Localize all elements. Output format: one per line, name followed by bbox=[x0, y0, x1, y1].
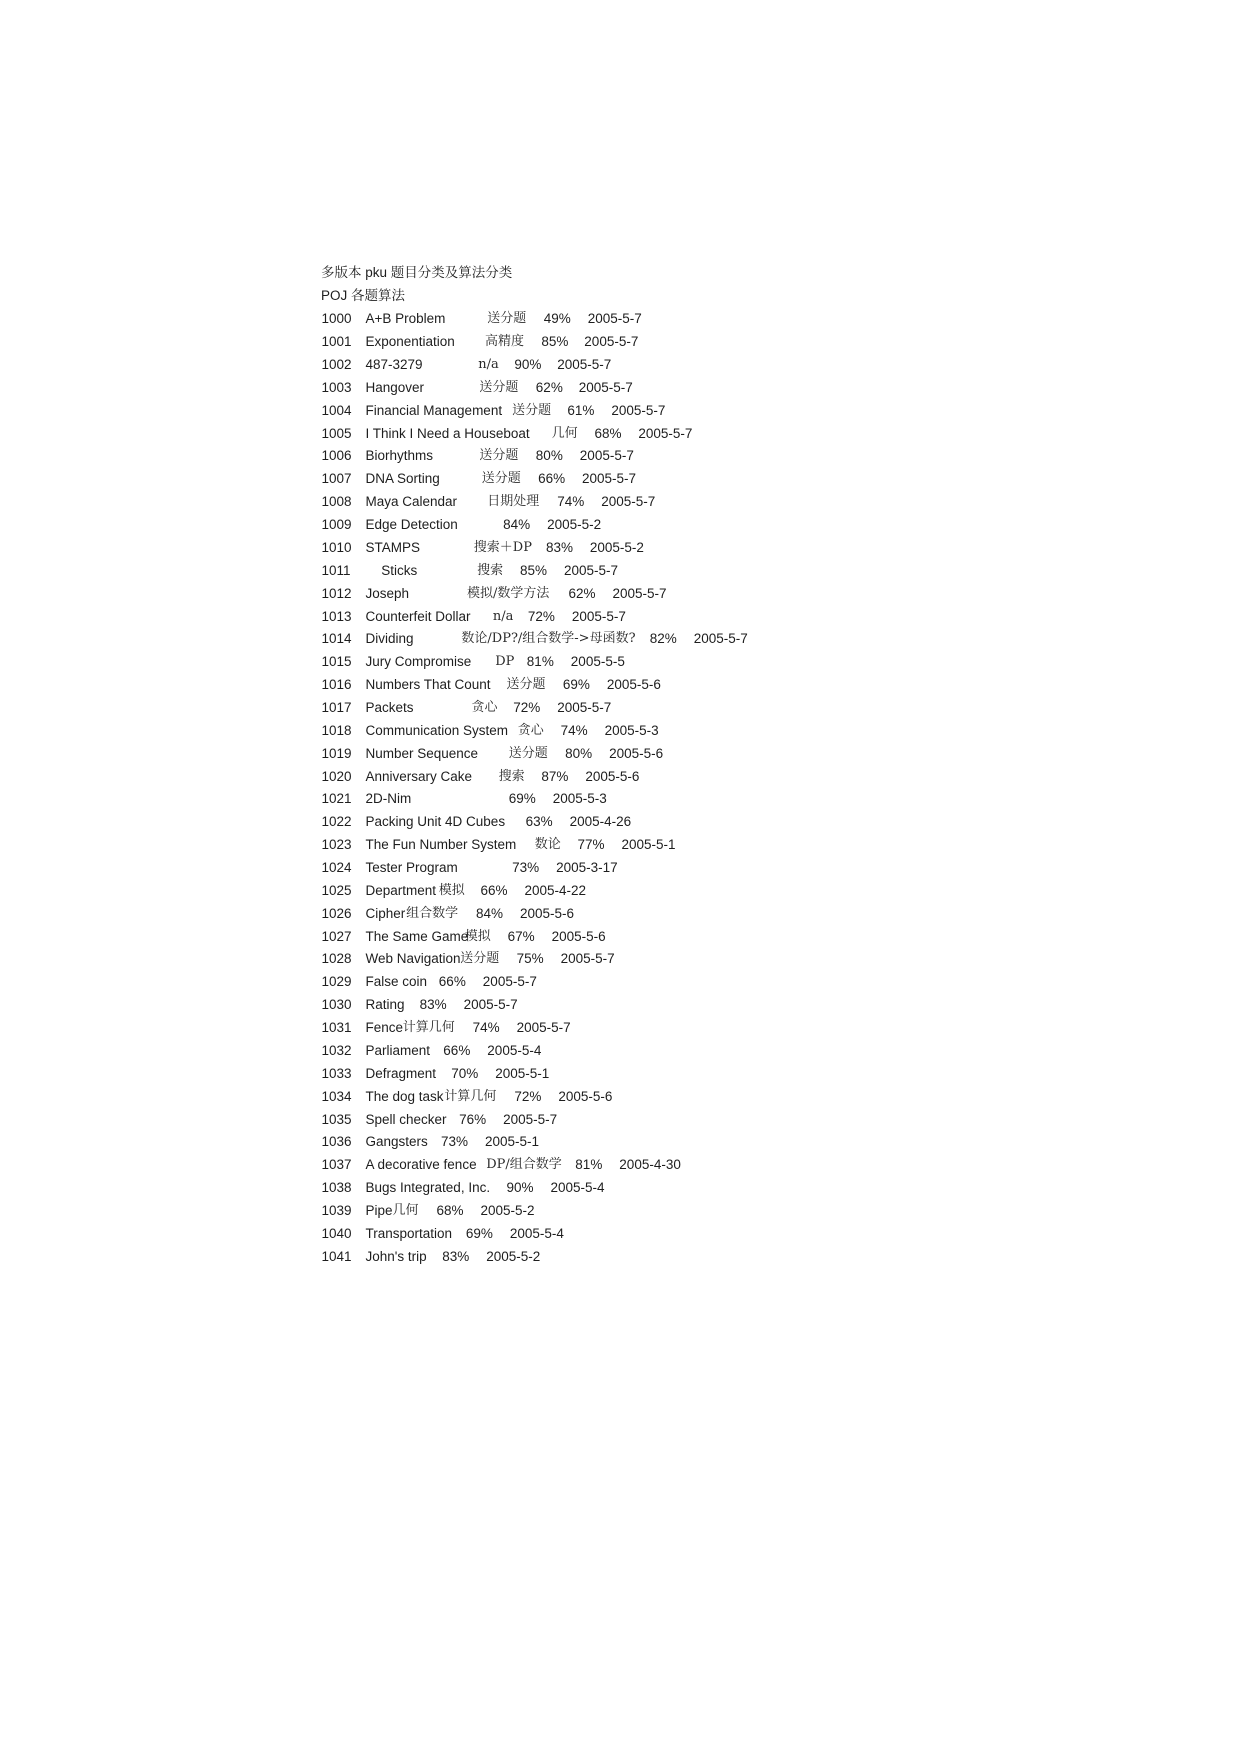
problem-row bbox=[0, 1180, 1241, 1196]
problem-name: Communication System bbox=[365, 722, 509, 738]
acceptance-rate: 83% bbox=[546, 539, 574, 555]
problem-id: 1020 bbox=[321, 768, 352, 784]
problem-name: Dividing bbox=[365, 631, 414, 647]
problem-name: Gangsters bbox=[365, 1134, 428, 1150]
problem-name: Joseph bbox=[365, 585, 410, 601]
problem-name: Parliament bbox=[365, 1042, 431, 1058]
acceptance-rate: 69% bbox=[562, 677, 590, 693]
problem-row bbox=[0, 357, 1241, 373]
problem-id: 1014 bbox=[321, 631, 352, 647]
problem-category: 搜索＋DP bbox=[473, 539, 532, 555]
date-added: 2005-5-7 bbox=[516, 1020, 571, 1035]
problem-id: 1010 bbox=[321, 539, 352, 555]
acceptance-rate: 80% bbox=[565, 745, 593, 761]
problem-name: John's trip bbox=[365, 1248, 427, 1264]
problem-row bbox=[0, 746, 1241, 762]
date-added: 2005-5-2 bbox=[589, 539, 644, 555]
problem-id: 1008 bbox=[321, 494, 352, 510]
problem-name: Biorhythms bbox=[365, 448, 434, 464]
problem-category: n/a bbox=[492, 608, 514, 624]
problem-row bbox=[0, 471, 1241, 487]
problem-row bbox=[0, 334, 1241, 350]
date-added: 2005-5-7 bbox=[582, 471, 637, 487]
date-added: 2005-5-1 bbox=[495, 1065, 550, 1081]
date-added: 2005-5-6 bbox=[520, 905, 575, 921]
problem-id: 1003 bbox=[321, 379, 352, 395]
problem-category: DP/组合数学 bbox=[486, 1157, 562, 1173]
problem-category: n/a bbox=[478, 357, 499, 372]
acceptance-rate: 69% bbox=[465, 1225, 493, 1241]
problem-name: Numbers That Count bbox=[365, 677, 491, 693]
problem-id: 1029 bbox=[321, 974, 352, 990]
problem-id: 1025 bbox=[321, 882, 352, 898]
date-added: 2005-4-22 bbox=[524, 882, 587, 898]
acceptance-rate: 83% bbox=[442, 1248, 470, 1264]
acceptance-rate: 77% bbox=[577, 837, 605, 853]
date-added: 2005-5-7 bbox=[578, 379, 633, 395]
problem-row bbox=[0, 654, 1241, 670]
problem-name: 487-3279 bbox=[365, 357, 423, 372]
problem-id: 1036 bbox=[321, 1134, 352, 1150]
problem-category: 送分题 bbox=[506, 677, 546, 693]
date-added: 2005-5-7 bbox=[557, 699, 612, 715]
problem-name: A decorative fence bbox=[365, 1157, 477, 1173]
problem-category: 模拟 bbox=[438, 882, 465, 898]
problem-category: 模拟 bbox=[464, 928, 491, 944]
problem-name: Exponentiation bbox=[365, 334, 455, 350]
problem-name: Pipe bbox=[365, 1202, 393, 1218]
date-added: 2005-5-1 bbox=[485, 1134, 540, 1150]
problem-row bbox=[0, 609, 1241, 625]
problem-name: Jury Compromise bbox=[365, 654, 472, 670]
date-added: 2005-5-7 bbox=[601, 494, 656, 510]
problem-id: 1018 bbox=[321, 722, 352, 738]
problem-row bbox=[0, 814, 1241, 830]
date-added: 2005-5-7 bbox=[584, 334, 639, 350]
problem-name: Fence bbox=[365, 1020, 404, 1035]
date-added: 2005-5-6 bbox=[558, 1088, 613, 1104]
date-added: 2005-5-7 bbox=[612, 585, 667, 601]
problem-row bbox=[0, 929, 1241, 945]
acceptance-rate: 87% bbox=[541, 768, 569, 784]
problem-row bbox=[0, 1089, 1241, 1105]
problem-row bbox=[0, 1203, 1241, 1219]
acceptance-rate: 81% bbox=[526, 654, 554, 670]
problem-category: 几何 bbox=[551, 425, 578, 441]
acceptance-rate: 76% bbox=[459, 1111, 487, 1127]
problem-row bbox=[0, 311, 1241, 327]
acceptance-rate: 74% bbox=[472, 1020, 500, 1035]
acceptance-rate: 84% bbox=[503, 517, 531, 532]
problem-name: The dog task bbox=[365, 1088, 444, 1104]
problem-name: Defragment bbox=[365, 1065, 437, 1081]
problem-row bbox=[0, 791, 1241, 807]
problem-id: 1026 bbox=[321, 905, 352, 921]
problem-category: 组合数学 bbox=[406, 905, 459, 921]
problem-id: 1002 bbox=[321, 357, 352, 372]
problem-row bbox=[0, 1134, 1241, 1150]
date-added: 2005-5-7 bbox=[564, 562, 619, 578]
problem-row bbox=[0, 380, 1241, 396]
problem-id: 1040 bbox=[321, 1225, 352, 1241]
problem-category: 计算几何 bbox=[444, 1088, 497, 1104]
problem-row bbox=[0, 494, 1241, 510]
problem-row bbox=[0, 517, 1241, 533]
problem-id: 1005 bbox=[321, 425, 352, 441]
acceptance-rate: 84% bbox=[476, 905, 504, 921]
problem-id: 1016 bbox=[321, 677, 352, 693]
acceptance-rate: 66% bbox=[438, 974, 466, 990]
problem-category: 搜索 bbox=[498, 768, 525, 784]
problem-name: STAMPS bbox=[365, 539, 421, 555]
acceptance-rate: 62% bbox=[535, 379, 563, 395]
acceptance-rate: 66% bbox=[480, 882, 508, 898]
problem-id: 1034 bbox=[321, 1088, 352, 1104]
date-added: 2005-5-6 bbox=[551, 928, 606, 944]
problem-row bbox=[0, 997, 1241, 1013]
problem-id: 1009 bbox=[321, 517, 352, 532]
problem-row bbox=[0, 700, 1241, 716]
problem-row bbox=[0, 426, 1241, 442]
problem-name: Tester Program bbox=[365, 860, 458, 875]
problem-row bbox=[0, 1020, 1241, 1036]
problem-category: 模拟/数学方法 bbox=[467, 585, 550, 601]
date-added: 2005-5-5 bbox=[570, 654, 625, 670]
problem-category: 送分题 bbox=[512, 402, 552, 418]
problem-category: 数论/DP?/组合数学->母函数? bbox=[461, 631, 636, 647]
acceptance-rate: 68% bbox=[436, 1202, 464, 1218]
date-added: 2005-5-7 bbox=[560, 951, 615, 967]
problem-id: 1001 bbox=[321, 334, 352, 350]
problem-id: 1041 bbox=[321, 1248, 352, 1264]
problem-category: 计算几何 bbox=[402, 1020, 455, 1035]
problem-id: 1024 bbox=[321, 860, 352, 875]
problem-row bbox=[0, 677, 1241, 693]
acceptance-rate: 72% bbox=[514, 1088, 542, 1104]
date-added: 2005-5-7 bbox=[463, 997, 518, 1013]
problem-id: 1022 bbox=[321, 814, 352, 830]
problem-id: 1019 bbox=[321, 745, 352, 761]
problem-row bbox=[0, 631, 1241, 647]
problem-row bbox=[0, 586, 1241, 602]
acceptance-rate: 49% bbox=[543, 311, 571, 327]
problem-row bbox=[0, 403, 1241, 419]
problem-name: The Same Game bbox=[365, 928, 469, 944]
problem-name: Counterfeit Dollar bbox=[365, 608, 471, 624]
problem-row bbox=[0, 540, 1241, 556]
document-subtitle: POJ 各题算法 bbox=[321, 288, 406, 303]
date-added: 2005-5-7 bbox=[611, 402, 666, 418]
problem-row bbox=[0, 1157, 1241, 1173]
problem-id: 1013 bbox=[321, 608, 352, 624]
acceptance-rate: 83% bbox=[419, 997, 447, 1013]
problem-id: 1033 bbox=[321, 1065, 352, 1081]
problem-row bbox=[0, 1043, 1241, 1059]
acceptance-rate: 85% bbox=[520, 562, 548, 578]
problem-row bbox=[0, 1249, 1241, 1265]
acceptance-rate: 73% bbox=[512, 860, 540, 875]
acceptance-rate: 85% bbox=[541, 334, 569, 350]
problem-category: 高精度 bbox=[485, 334, 525, 350]
acceptance-rate: 72% bbox=[513, 699, 541, 715]
problem-category: 送分题 bbox=[508, 745, 548, 761]
acceptance-rate: 69% bbox=[508, 791, 536, 807]
problem-row bbox=[0, 974, 1241, 990]
date-added: 2005-5-6 bbox=[609, 745, 664, 761]
acceptance-rate: 62% bbox=[568, 585, 596, 601]
problem-id: 1015 bbox=[321, 654, 352, 670]
problem-id: 1037 bbox=[321, 1157, 352, 1173]
problem-name: False coin bbox=[365, 974, 428, 990]
problem-row bbox=[0, 860, 1241, 876]
problem-name: Financial Management bbox=[365, 402, 503, 418]
acceptance-rate: 90% bbox=[514, 357, 542, 372]
acceptance-rate: 82% bbox=[649, 631, 677, 647]
problem-name: I Think I Need a Houseboat bbox=[365, 425, 530, 441]
date-added: 2005-5-2 bbox=[480, 1202, 535, 1218]
date-added: 2005-4-30 bbox=[619, 1157, 681, 1173]
problem-row bbox=[0, 906, 1241, 922]
problem-row bbox=[0, 448, 1241, 464]
acceptance-rate: 75% bbox=[516, 951, 544, 967]
problem-category: 日期处理 bbox=[487, 494, 540, 510]
problem-row bbox=[0, 769, 1241, 785]
problem-id: 1027 bbox=[321, 928, 352, 944]
acceptance-rate: 67% bbox=[507, 928, 535, 944]
problem-id: 1023 bbox=[321, 837, 352, 853]
problem-name: Number Sequence bbox=[365, 745, 479, 761]
problem-category: 贪心 bbox=[517, 722, 544, 738]
acceptance-rate: 66% bbox=[443, 1042, 471, 1058]
date-added: 2005-3-17 bbox=[556, 860, 618, 875]
date-added: 2005-5-6 bbox=[585, 768, 640, 784]
problem-id: 1004 bbox=[321, 402, 352, 418]
problem-name: Packets bbox=[365, 699, 414, 715]
problem-id: 1017 bbox=[321, 699, 352, 715]
problem-category: 送分题 bbox=[460, 951, 500, 967]
problem-id: 1032 bbox=[321, 1042, 352, 1058]
acceptance-rate: 80% bbox=[535, 448, 563, 464]
acceptance-rate: 73% bbox=[441, 1134, 469, 1150]
problem-name: Packing Unit 4D Cubes bbox=[365, 814, 506, 830]
problem-name: DNA Sorting bbox=[365, 471, 440, 487]
problem-row bbox=[0, 1112, 1241, 1128]
problem-id: 1012 bbox=[321, 585, 352, 601]
date-added: 2005-5-7 bbox=[579, 448, 634, 464]
problem-id: 1021 bbox=[321, 791, 352, 807]
problem-id: 1031 bbox=[321, 1020, 352, 1035]
problem-id: 1030 bbox=[321, 997, 352, 1013]
date-added: 2005-5-1 bbox=[621, 837, 676, 853]
problem-category: 送分题 bbox=[481, 471, 521, 487]
problem-id: 1035 bbox=[321, 1111, 352, 1127]
problem-id: 1007 bbox=[321, 471, 352, 487]
problem-row bbox=[0, 723, 1241, 739]
problem-category: DP bbox=[495, 654, 515, 670]
problem-row bbox=[0, 837, 1241, 853]
problem-name: Web Navigation bbox=[365, 951, 461, 967]
problem-name: Spell checker bbox=[365, 1111, 447, 1127]
problem-name: Edge Detection bbox=[365, 517, 458, 532]
date-added: 2005-5-4 bbox=[487, 1042, 542, 1058]
date-added: 2005-5-7 bbox=[503, 1111, 558, 1127]
acceptance-rate: 61% bbox=[567, 402, 595, 418]
problem-id: 1038 bbox=[321, 1180, 352, 1196]
date-added: 2005-5-7 bbox=[693, 631, 748, 647]
date-added: 2005-5-2 bbox=[547, 517, 602, 532]
problem-name: The Fun Number System bbox=[365, 837, 517, 853]
problem-row bbox=[0, 883, 1241, 899]
problem-name: Maya Calendar bbox=[365, 494, 458, 510]
date-added: 2005-5-3 bbox=[552, 791, 607, 807]
problem-name: Sticks bbox=[381, 562, 418, 578]
problem-category: 送分题 bbox=[479, 448, 519, 464]
date-added: 2005-5-3 bbox=[604, 722, 659, 738]
acceptance-rate: 66% bbox=[538, 471, 566, 487]
problem-name: Rating bbox=[365, 997, 405, 1013]
problem-category: 送分题 bbox=[487, 311, 527, 327]
problem-name: A+B Problem bbox=[365, 311, 446, 327]
date-added: 2005-5-4 bbox=[550, 1180, 605, 1196]
date-added: 2005-5-4 bbox=[509, 1225, 564, 1241]
acceptance-rate: 72% bbox=[527, 608, 555, 624]
problem-id: 1011 bbox=[321, 562, 351, 578]
date-added: 2005-5-2 bbox=[486, 1248, 541, 1264]
problem-category: 贪心 bbox=[471, 699, 498, 715]
acceptance-rate: 63% bbox=[525, 814, 553, 830]
acceptance-rate: 81% bbox=[575, 1157, 603, 1173]
problem-id: 1000 bbox=[321, 311, 352, 327]
problem-name: Hangover bbox=[365, 379, 425, 395]
acceptance-rate: 74% bbox=[557, 494, 585, 510]
date-added: 2005-5-7 bbox=[587, 311, 642, 327]
date-added: 2005-5-7 bbox=[482, 974, 537, 990]
problem-id: 1039 bbox=[321, 1202, 352, 1218]
problem-row bbox=[0, 563, 1241, 579]
date-added: 2005-4-26 bbox=[569, 814, 632, 830]
problem-name: Anniversary Cake bbox=[365, 768, 473, 784]
date-added: 2005-5-6 bbox=[606, 677, 661, 693]
acceptance-rate: 90% bbox=[506, 1180, 534, 1196]
acceptance-rate: 74% bbox=[560, 722, 588, 738]
problem-name: Bugs Integrated, Inc. bbox=[365, 1180, 491, 1196]
date-added: 2005-5-7 bbox=[571, 608, 626, 624]
date-added: 2005-5-7 bbox=[557, 357, 612, 372]
problem-name: Department bbox=[365, 882, 437, 898]
problem-name: Transportation bbox=[365, 1225, 453, 1241]
problem-name: Cipher bbox=[365, 905, 406, 921]
problem-name: 2D-Nim bbox=[365, 791, 412, 807]
problem-id: 1006 bbox=[321, 448, 352, 464]
problem-category: 几何 bbox=[392, 1202, 419, 1218]
problem-category: 送分题 bbox=[479, 379, 519, 395]
acceptance-rate: 70% bbox=[451, 1065, 479, 1081]
problem-row bbox=[0, 951, 1241, 967]
problem-row bbox=[0, 1066, 1241, 1082]
document-title: 多版本 pku 题目分类及算法分类 bbox=[321, 265, 513, 280]
problem-category: 数论 bbox=[534, 837, 561, 853]
date-added: 2005-5-7 bbox=[638, 425, 693, 441]
problem-id: 1028 bbox=[321, 951, 352, 967]
problem-row bbox=[0, 1226, 1241, 1242]
acceptance-rate: 68% bbox=[594, 425, 622, 441]
problem-category: 搜索 bbox=[477, 562, 504, 578]
